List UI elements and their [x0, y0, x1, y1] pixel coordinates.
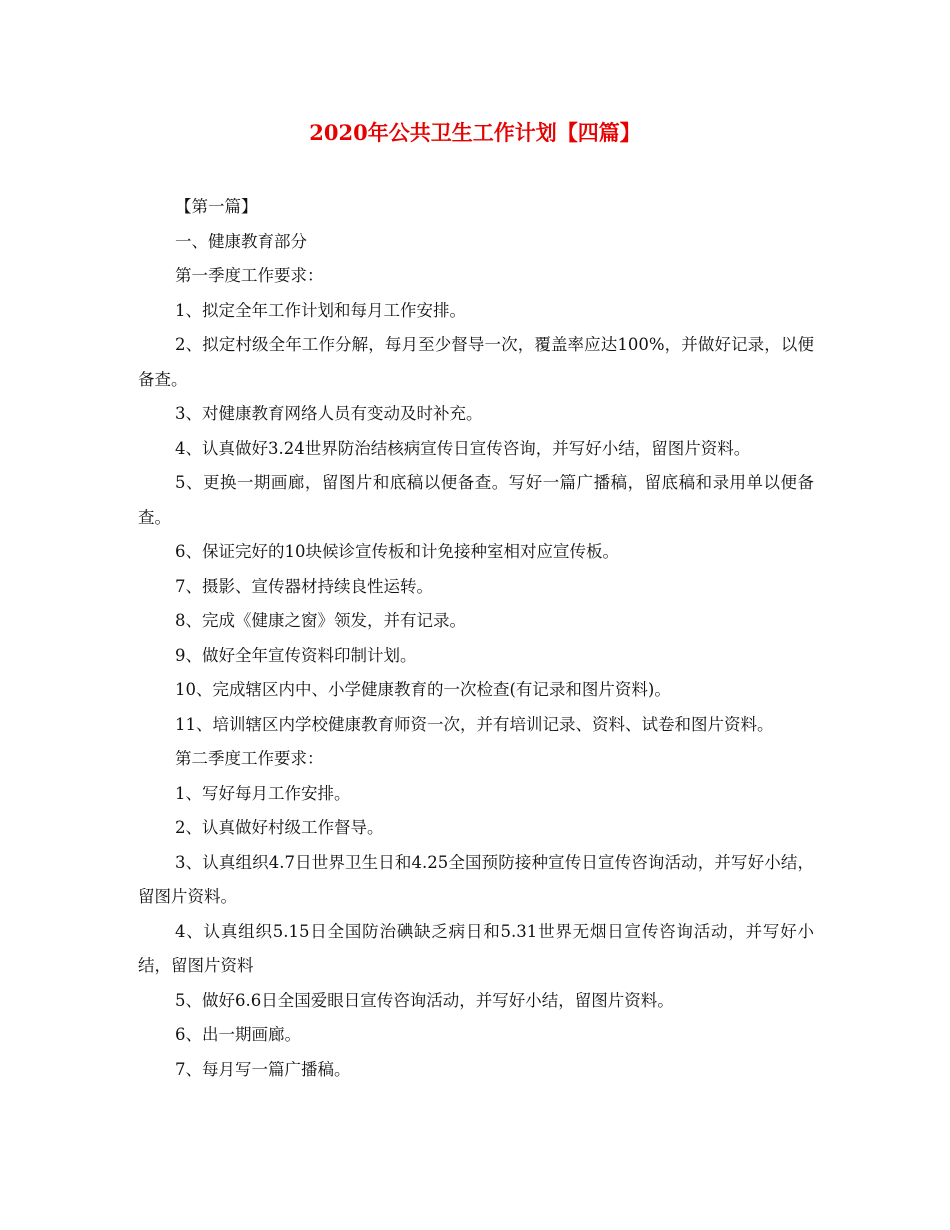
paragraph: 3、认真组织4.7日世界卫生日和4.25全国预防接种宣传日宣传咨询活动，并写好小结，留图片资料。 — [138, 852, 814, 906]
paragraph: 11、培训辖区内学校健康教育师资一次，并有培训记录、资料、试卷和图片资料。 — [175, 714, 774, 734]
paragraph: 3、对健康教育网络人员有变动及时补充。 — [175, 404, 483, 423]
paragraph: 10、完成辖区内中、小学健康教育的一次检查(有记录和图片资料)。 — [175, 680, 671, 699]
paragraph: 5、做好6.6日全国爱眼日宣传咨询活动，并写好小结，留图片资料。 — [175, 990, 674, 1010]
paragraph: 5、更换一期画廊，留图片和底稿以便备查。写好一篇广播稿，留底稿和录用单以便备查。 — [138, 473, 814, 527]
paragraph: 9、做好全年宣传资料印制计划。 — [175, 645, 417, 665]
paragraph: 【第一篇】 — [175, 197, 258, 216]
paragraph: 7、每月写一篇广播稿。 — [175, 1059, 351, 1079]
paragraph: 1、写好每月工作安排。 — [175, 783, 351, 803]
paragraph: 6、出一期画廊。 — [175, 1025, 301, 1044]
document-body — [138, 190, 814, 1087]
paragraph: 1、拟定全年工作计划和每月工作安排。 — [175, 300, 466, 320]
paragraph: 4、认真组织5.15日全国防治碘缺乏病日和5.31世界无烟日宣传咨询活动，并写好小结，留图片资料 — [138, 921, 814, 975]
paragraph: 第一季度工作要求： — [175, 266, 324, 285]
paragraph: 6、保证完好的10块候诊宣传板和计免接种室相对应宣传板。 — [175, 542, 619, 561]
paragraph: 8、完成《健康之窗》领发，并有记录。 — [175, 611, 466, 630]
paragraph: 第二季度工作要求： — [175, 749, 324, 768]
paragraph: 7、摄影、宣传器材持续良性运转。 — [175, 576, 433, 596]
paragraph: 2、认真做好村级工作督导。 — [175, 818, 384, 837]
paragraph: 4、认真做好3.24世界防治结核病宣传日宣传咨询，并写好小结，留图片资料。 — [175, 438, 751, 458]
document-title: 2020年公共卫生工作计划【四篇】 — [309, 120, 641, 145]
paragraph: 2、拟定村级全年工作分解，每月至少督导一次，覆盖率应达100%，并做好记录，以便备查。 — [138, 335, 814, 389]
paragraph: 一、健康教育部分 — [175, 231, 307, 251]
